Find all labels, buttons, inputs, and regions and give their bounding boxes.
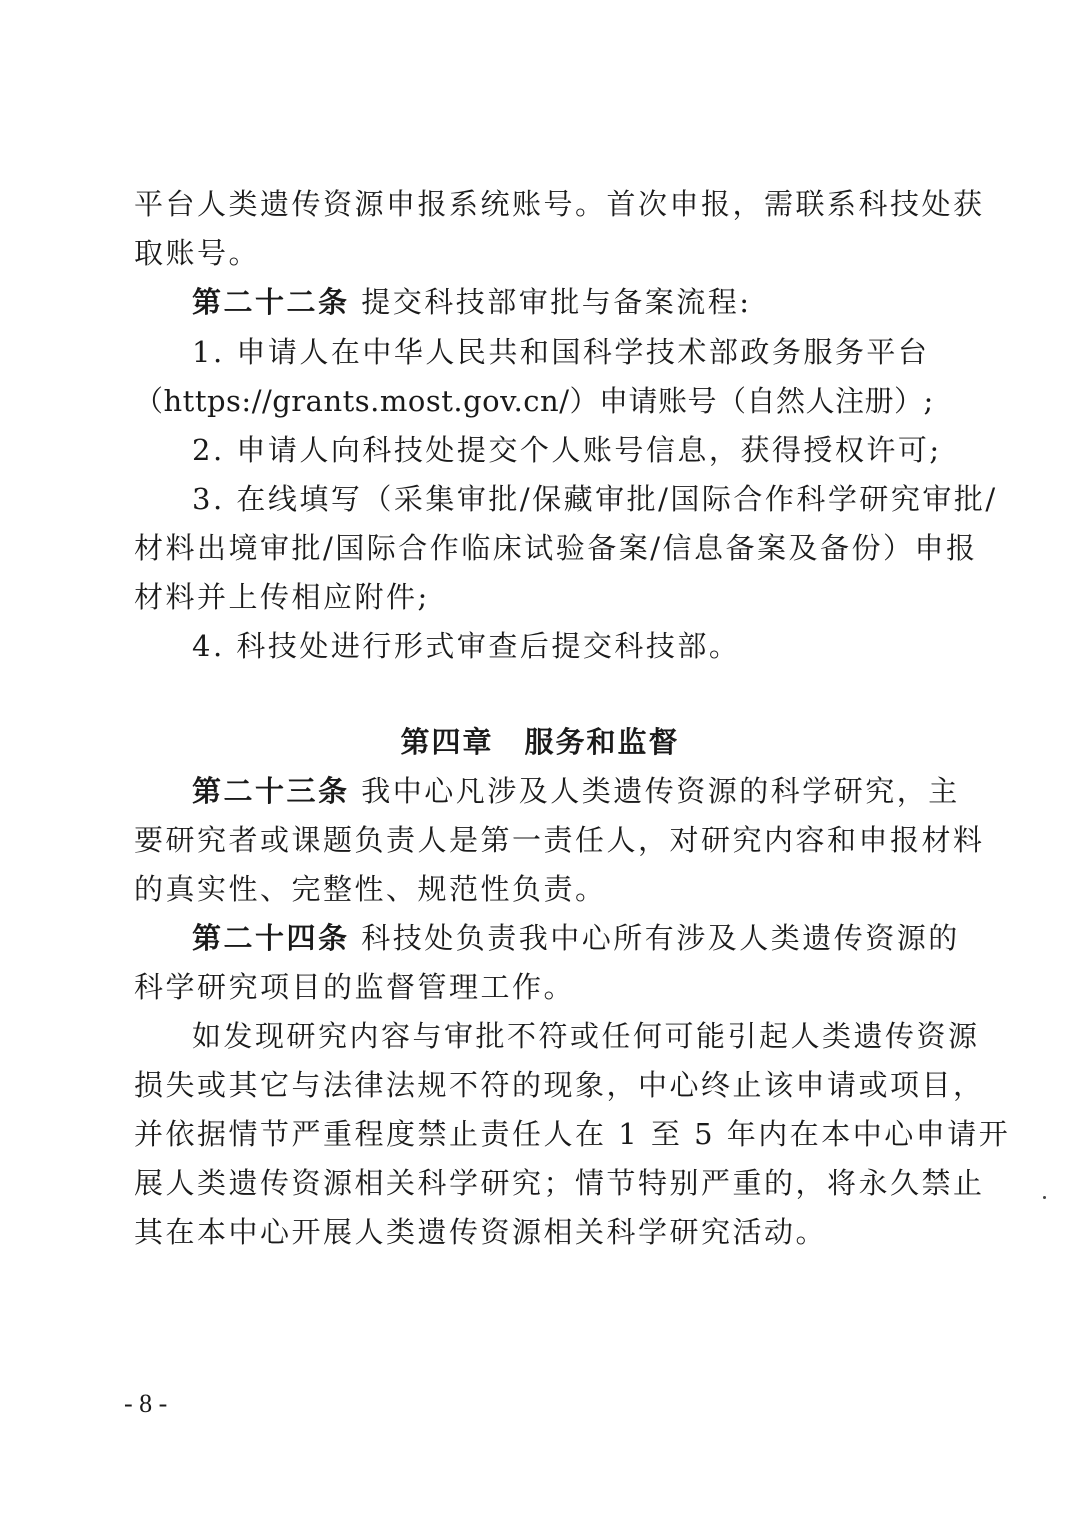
article-text: 科技处负责我中心所有涉及人类遗传资源的 (349, 921, 960, 955)
list-item-3: 3. 在线填写（采集审批/保藏审批/国际合作科学研究审批/ (192, 482, 998, 516)
list-item-1-continued: （https://grants.most.gov.cn/）申请账号（自然人注册）; (134, 384, 934, 418)
article-23 (192, 773, 960, 809)
text-line: 的真实性、完整性、规范性负责。 (134, 872, 607, 906)
list-item-1: 1. 申请人在中华人民共和国科学技术部政务服务平台 (192, 335, 930, 369)
list-item-2: 2. 申请人向科技处提交个人账号信息，获得授权许可; (192, 433, 942, 467)
article-text: 我中心凡涉及人类遗传资源的科学研究，主 (349, 774, 960, 808)
text-line: 要研究者或课题负责人是第一责任人，对研究内容和申报材料 (134, 823, 985, 857)
text-line: 平台人类遗传资源申报系统账号。首次申报，需联系科技处获 (134, 187, 985, 221)
text-line: 其在本中心开展人类遗传资源相关科学研究活动。 (134, 1215, 828, 1249)
text-line: 并依据情节严重程度禁止责任人在 1 至 5 年内在本中心申请开 (134, 1117, 1011, 1151)
article-24 (192, 920, 960, 956)
text-line: 如发现研究内容与审批不符或任何可能引起人类遗传资源 (192, 1019, 980, 1053)
text-line: 取账号。 (134, 236, 261, 270)
list-item-4: 4. 科技处进行形式审查后提交科技部。 (192, 629, 741, 663)
article-text: 提交科技部审批与备案流程: (349, 285, 752, 319)
chapter-title: 第四章 服务和监督 (400, 725, 680, 759)
article-heading: 第二十四条 (192, 921, 350, 955)
article-heading: 第二十二条 (192, 285, 350, 319)
text-line: 展人类遗传资源相关科学研究；情节特别严重的，将永久禁止 (134, 1166, 985, 1200)
page-number: - 8 - (124, 1389, 168, 1418)
list-item-3-continued: 材料并上传相应附件; (134, 580, 430, 614)
scan-speck (1043, 1196, 1046, 1199)
list-item-3-continued: 材料出境审批/国际合作临床试验备案/信息备案及备份）申报 (134, 531, 978, 565)
article-22 (192, 284, 924, 320)
text-line: 损失或其它与法律法规不符的现象，中心终止该申请或项目， (134, 1068, 985, 1102)
article-heading: 第二十三条 (192, 774, 350, 808)
text-line: 科学研究项目的监督管理工作。 (134, 970, 576, 1004)
